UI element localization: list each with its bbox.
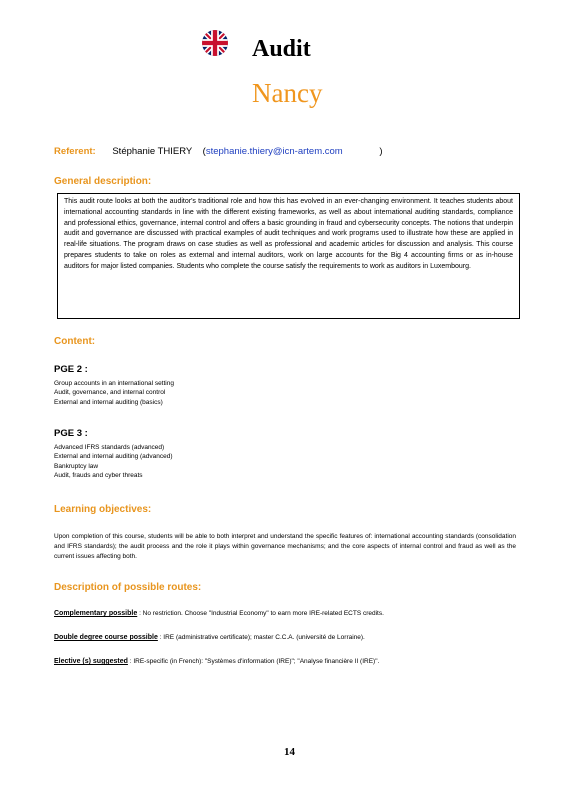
referent-paren-close: )	[379, 146, 383, 157]
route-double-degree-text: : IRE (administrative certificate); master C.C.A. (université de Lorraine).	[159, 634, 365, 641]
uk-flag-icon	[202, 30, 228, 56]
referent-name: Stéphanie THIERY	[112, 146, 193, 157]
route-elective	[54, 658, 379, 665]
general-description-box: This audit route looks at both the auditor's traditional role and how this has evolved in an ever-changing environment. It teaches students about international accounting standards in line with the different existing frameworks, as well as about international auditing standards, compliance and professional ethics, governance, internal control and offers a basic grounding in fraud and cybersecurity concepts. The notions that underpin audit and governance are discussed with practical examples of audit techniques and work programs used to illustrate how these are applied in real-life situations. The program draws on case studies as well as professional and academic articles for discussion and analysis. This course prepares students to take on roles as external and internal auditors, work on large accounts for the Big 4 accounting firms or as in-house auditors for major listed companies. Students who complete the course satisfy the requirements to work as auditors in Luxembourg.	[57, 193, 520, 319]
route-complementary-label: Complementary possible	[54, 610, 138, 617]
learning-objectives-heading: Learning objectives:	[54, 504, 152, 515]
referent-label: Referent:	[54, 146, 96, 157]
general-description-heading: General description:	[54, 176, 152, 187]
list-item: Bankruptcy law	[54, 462, 99, 470]
route-double-degree	[54, 634, 365, 641]
content-heading: Content:	[54, 336, 96, 347]
list-item: Audit, frauds and cyber threats	[54, 472, 143, 480]
learning-objectives-text: Upon completion of this course, students will be able to both interpret and understand the specific features of: international accounting standards (consolidation and IFRS standards); the audit process and the role it plays within governance mechanisms; and the core aspects of internal control and fraud as well as the current issues affecting both.	[54, 533, 516, 560]
pge2-title: PGE 2 :	[54, 364, 88, 375]
list-item: Advanced IFRS standards (advanced)	[54, 444, 165, 451]
route-elective-text: : IRE-specific (in French): "Systèmes d'information (IRE)"; "Analyse financière II (IRE)".	[129, 658, 380, 665]
routes-heading: Description of possible routes:	[54, 582, 202, 593]
pge3-title: PGE 3 :	[54, 428, 88, 439]
page-subtitle: Nancy	[252, 78, 323, 108]
list-item: External and internal auditing (basics)	[54, 398, 163, 406]
route-double-degree-label: Double degree course possible	[54, 634, 158, 641]
list-item: External and internal auditing (advanced)	[54, 453, 173, 461]
pge2-list	[54, 379, 174, 407]
route-complementary	[54, 610, 384, 617]
page-number: 14	[284, 746, 295, 758]
list-item: Group accounts in an international setting	[54, 380, 174, 387]
route-elective-label: Elective (s) suggested	[54, 658, 128, 665]
route-complementary-text: : No restriction. Choose "Industrial Economy" to earn more IRE-related ECTS credits.	[139, 610, 384, 617]
referent-email-link[interactable]: stephanie.thiery@icn-artem.com	[205, 146, 343, 157]
referent-paren-open: (	[202, 146, 206, 157]
page-title: Audit	[252, 36, 311, 62]
pge3-list	[54, 443, 173, 481]
list-item: Audit, governance, and internal control	[54, 389, 166, 397]
referent-line	[54, 146, 383, 157]
